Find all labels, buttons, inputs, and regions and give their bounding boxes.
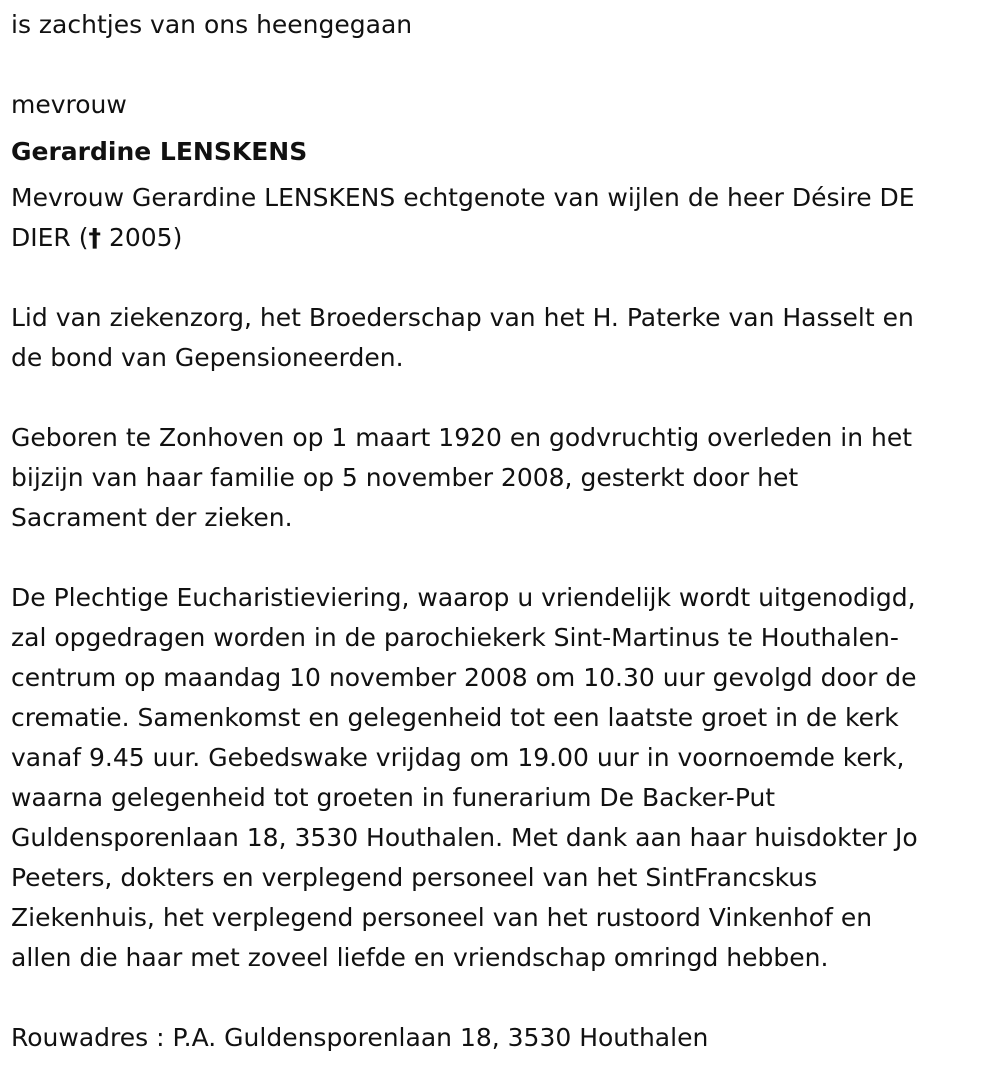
spouse-line-2-suffix: 2005) bbox=[101, 223, 183, 252]
spouse-line-2-prefix: DIER ( bbox=[11, 223, 89, 252]
ceremony-line: vanaf 9.45 uur. Gebedswake vrijdag om 19.00 uur in voornoemde kerk, bbox=[11, 743, 905, 772]
spouse-line-2 bbox=[11, 218, 975, 258]
birth-death-paragraph bbox=[11, 418, 975, 538]
birth-death-line: Geboren te Zonhoven op 1 maart 1920 en godvruchtig overleden in het bbox=[11, 423, 913, 452]
birth-death-line: bijzijn van haar familie op 5 november 2008, gesterkt door het bbox=[11, 463, 799, 492]
ceremony-line: Ziekenhuis, het verplegend personeel van het rustoord Vinkenhof en bbox=[11, 903, 873, 932]
ceremony-line: waarna gelegenheid tot groeten in funerarium De Backer-Put bbox=[11, 783, 776, 812]
membership-line: de bond van Gepensioneerden. bbox=[11, 343, 404, 372]
salutation: mevrouw bbox=[11, 90, 127, 119]
cross-icon: † bbox=[88, 223, 101, 252]
spouse-paragraph bbox=[11, 178, 975, 258]
ceremony-line: Peeters, dokters en verplegend personeel van het SintFrancskus bbox=[11, 863, 818, 892]
birth-death-line: Sacrament der zieken. bbox=[11, 503, 293, 532]
ceremony-line: zal opgedragen worden in de parochiekerk Sint-Martinus te Houthalen- bbox=[11, 623, 899, 652]
mourning-address: Rouwadres : P.A. Guldensporenlaan 18, 3530 Houthalen bbox=[11, 1023, 709, 1052]
membership-paragraph bbox=[11, 298, 975, 378]
ceremony-paragraph bbox=[11, 578, 975, 978]
ceremony-line: centrum op maandag 10 november 2008 om 10.30 uur gevolgd door de bbox=[11, 663, 917, 692]
membership-line: Lid van ziekenzorg, het Broederschap van het H. Paterke van Hasselt en bbox=[11, 303, 914, 332]
deceased-name: Gerardine LENSKENS bbox=[11, 137, 308, 166]
ceremony-line: allen die haar met zoveel liefde en vriendschap omringd hebben. bbox=[11, 943, 829, 972]
intro-line: is zachtjes van ons heengegaan bbox=[11, 10, 413, 39]
ceremony-line: Guldensporenlaan 18, 3530 Houthalen. Met dank aan haar huisdokter Jo bbox=[11, 823, 918, 852]
spouse-line-1: Mevrouw Gerardine LENSKENS echtgenote van wijlen de heer Désire DE bbox=[11, 183, 915, 212]
ceremony-line: crematie. Samenkomst en gelegenheid tot een laatste groet in de kerk bbox=[11, 703, 899, 732]
ceremony-line: De Plechtige Eucharistieviering, waarop u vriendelijk wordt uitgenodigd, bbox=[11, 583, 916, 612]
